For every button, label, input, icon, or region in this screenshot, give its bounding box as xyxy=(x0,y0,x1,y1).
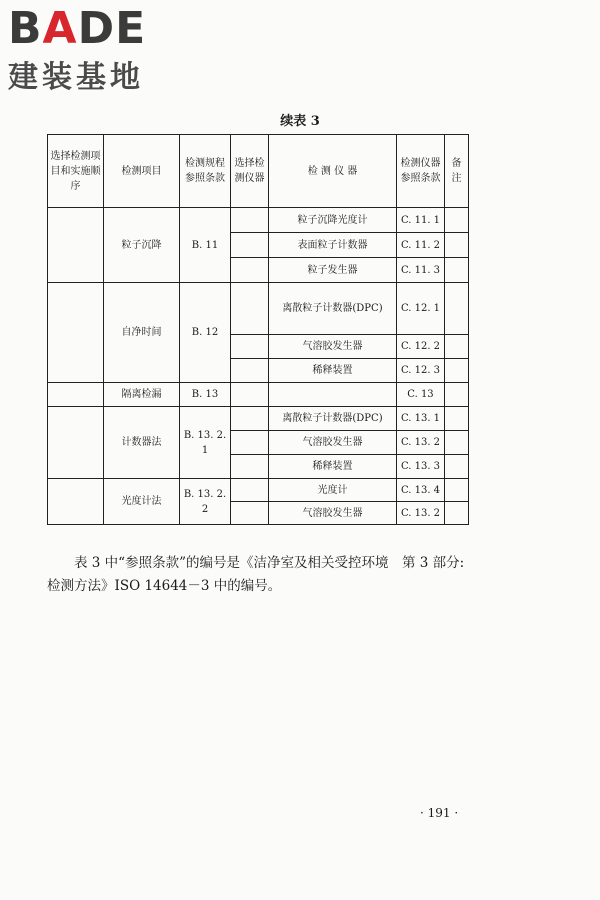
header-cell: 选择检测仪器 xyxy=(231,135,269,208)
select-instrument-cell xyxy=(231,502,269,525)
header-cell: 检测项目 xyxy=(104,135,180,208)
select-instrument-cell xyxy=(231,479,269,502)
instrument-cell: 稀释装置 xyxy=(269,359,397,383)
header-cell: 选择检测项目和实施顺序 xyxy=(48,135,104,208)
remark-cell xyxy=(445,283,469,335)
select-instrument-cell xyxy=(231,258,269,283)
clause-cell: B. 13. 2. 1 xyxy=(180,407,231,479)
header-cell: 检 测 仪 器 xyxy=(269,135,397,208)
item-cell: 自净时间 xyxy=(104,283,180,383)
table-note: 表 3 中“参照条款”的编号是《洁净室及相关受控环境 第 3 部分:检测方法》ISO 14644－3 中的编号。 xyxy=(47,555,465,594)
instrument-cell xyxy=(269,383,397,407)
table-row xyxy=(48,283,469,335)
instrument-ref-cell: C. 11. 3 xyxy=(397,258,445,283)
instrument-ref-cell: C. 13 xyxy=(397,383,445,407)
instrument-cell: 表面粒子计数器 xyxy=(269,233,397,258)
logo-chinese-name: 建装基地 xyxy=(8,60,144,95)
instrument-cell: 离散粒子计数器(DPC) xyxy=(269,283,397,335)
instrument-ref-cell: C. 12. 1 xyxy=(397,283,445,335)
select-order-cell xyxy=(48,383,104,407)
remark-cell xyxy=(445,431,469,455)
remark-cell xyxy=(445,455,469,479)
instrument-cell: 光度计 xyxy=(269,479,397,502)
instrument-ref-cell: C. 13. 4 xyxy=(397,479,445,502)
remark-cell xyxy=(445,383,469,407)
item-cell: 计数器法 xyxy=(104,407,180,479)
select-order-cell xyxy=(48,479,104,525)
item-cell: 粒子沉降 xyxy=(104,208,180,283)
clause-cell: B. 13 xyxy=(180,383,231,407)
header-cell: 备注 xyxy=(445,135,469,208)
table-header-row xyxy=(48,135,469,208)
item-cell: 光度计法 xyxy=(104,479,180,525)
page-number: · 191 · xyxy=(420,806,459,820)
site-logo xyxy=(8,4,178,96)
table-row xyxy=(48,208,469,233)
select-instrument-cell xyxy=(231,208,269,233)
table-row xyxy=(48,383,469,407)
instrument-ref-cell: C. 13. 2 xyxy=(397,502,445,525)
header-cell: 检测规程参照条款 xyxy=(180,135,231,208)
remark-cell xyxy=(445,335,469,359)
remark-cell xyxy=(445,502,469,525)
select-order-cell xyxy=(48,283,104,383)
select-instrument-cell xyxy=(231,233,269,258)
item-cell: 隔离检漏 xyxy=(104,383,180,407)
logo-wordmark: BADE xyxy=(8,3,147,54)
select-instrument-cell xyxy=(231,283,269,335)
clause-cell: B. 11 xyxy=(180,208,231,283)
instrument-cell: 气溶胶发生器 xyxy=(269,335,397,359)
select-instrument-cell xyxy=(231,455,269,479)
instrument-ref-cell: C. 13. 2 xyxy=(397,431,445,455)
instrument-ref-cell: C. 13. 1 xyxy=(397,407,445,431)
instrument-cell: 离散粒子计数器(DPC) xyxy=(269,407,397,431)
inspection-table xyxy=(47,134,469,525)
instrument-cell: 稀释装置 xyxy=(269,455,397,479)
clause-cell: B. 13. 2. 2 xyxy=(180,479,231,525)
instrument-ref-cell: C. 12. 3 xyxy=(397,359,445,383)
instrument-ref-cell: C. 13. 3 xyxy=(397,455,445,479)
remark-cell xyxy=(445,359,469,383)
instrument-ref-cell: C. 12. 2 xyxy=(397,335,445,359)
instrument-ref-cell: C. 11. 2 xyxy=(397,233,445,258)
instrument-cell: 气溶胶发生器 xyxy=(269,502,397,525)
remark-cell xyxy=(445,407,469,431)
header-cell: 检测仪器参照条款 xyxy=(397,135,445,208)
select-order-cell xyxy=(48,407,104,479)
instrument-cell: 粒子发生器 xyxy=(269,258,397,283)
select-instrument-cell xyxy=(231,407,269,431)
instrument-ref-cell: C. 11. 1 xyxy=(397,208,445,233)
remark-cell xyxy=(445,258,469,283)
select-instrument-cell xyxy=(231,431,269,455)
select-instrument-cell xyxy=(231,383,269,407)
remark-cell xyxy=(445,479,469,502)
select-instrument-cell xyxy=(231,335,269,359)
select-order-cell xyxy=(48,208,104,283)
remark-cell xyxy=(445,233,469,258)
clause-cell: B. 12 xyxy=(180,283,231,383)
remark-cell xyxy=(445,208,469,233)
table-title: 续表 3 xyxy=(280,114,320,129)
select-instrument-cell xyxy=(231,359,269,383)
table-row xyxy=(48,407,469,431)
instrument-cell: 气溶胶发生器 xyxy=(269,431,397,455)
table-body xyxy=(48,208,469,525)
instrument-cell: 粒子沉降光度计 xyxy=(269,208,397,233)
table-row xyxy=(48,479,469,502)
